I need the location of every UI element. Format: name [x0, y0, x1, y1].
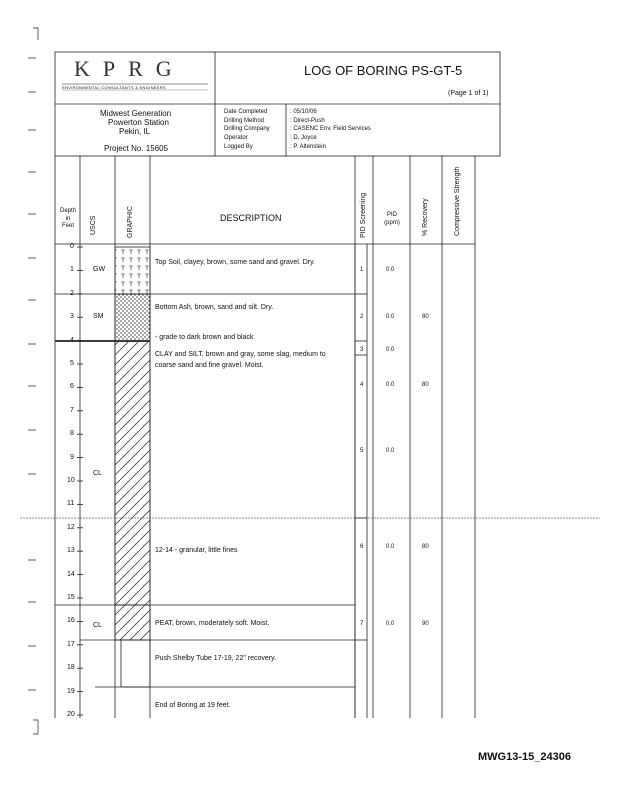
pid-value: 0.0	[386, 620, 395, 627]
page-number: (Page 1 of 1)	[448, 90, 489, 97]
pid-value: 0.0	[386, 447, 395, 454]
sample-number: 6	[360, 543, 364, 550]
detail-value: : D. Joyce	[290, 135, 317, 142]
description-line: Push Shelby Tube 17-19, 22" recovery.	[155, 654, 277, 662]
recovery-value: 80	[422, 314, 429, 321]
depth-tick-label: 7	[70, 406, 74, 414]
description-header: DESCRIPTION	[220, 213, 282, 223]
uscs-code: SM	[93, 313, 104, 321]
depth-tick-label: 1	[70, 266, 74, 274]
description-line: End of Boring at 19 feet.	[155, 701, 231, 709]
depth-header-line: in	[65, 215, 71, 222]
sample-number: 5	[360, 447, 364, 454]
depth-tick-label: 0	[70, 243, 74, 250]
detail-label: Operator	[224, 135, 248, 142]
document-id: MWG13-15_24306	[478, 751, 571, 763]
station-name: Powerton Station	[108, 118, 169, 127]
depth-tick-label: 20	[67, 711, 75, 718]
page-title: LOG OF BORING PS-GT-5	[304, 63, 463, 78]
uscs-code: CL	[93, 469, 102, 477]
logo-wordmark: KPRG	[74, 56, 185, 81]
sample-number: 1	[360, 267, 364, 274]
recovery-header: % Recovery	[422, 198, 429, 236]
graphic-header: GRAPHIC	[127, 206, 134, 238]
sample-number: 7	[360, 620, 364, 627]
logo-tagline: ENVIRONMENTAL CONSULTANTS & ENGINEERS	[62, 85, 166, 90]
recovery-value: 80	[422, 382, 429, 389]
detail-value: : CASENC Env. Field Services	[290, 126, 371, 133]
uscs-code: CL	[93, 622, 102, 630]
client-name: Midwest Generation	[100, 109, 172, 118]
uscs-code: GW	[93, 266, 106, 274]
depth-tick-label: 3	[70, 313, 74, 321]
detail-label: Drilling Method	[224, 117, 265, 124]
pid-header-line: (ppm)	[384, 219, 400, 226]
pid-value: 0.0	[386, 314, 395, 321]
description-line: coarse sand and fine gravel. Moist.	[155, 362, 264, 370]
depth-tick-label: 14	[67, 570, 75, 578]
depth-tick-label: 5	[70, 360, 74, 367]
detail-value: : 05/10/06	[290, 109, 317, 115]
detail-value: : P. Altenstein	[290, 143, 326, 150]
sample-number: 2	[360, 314, 364, 321]
depth-tick-label: 16	[67, 617, 75, 625]
pid-value: 0.0	[386, 382, 395, 389]
project-number: Project No. 15605	[104, 144, 169, 153]
pid-value: 0.0	[386, 543, 395, 550]
depth-tick-label: 13	[67, 547, 75, 555]
depth-tick-label: 11	[67, 500, 75, 508]
depth-tick-label: 15	[67, 594, 75, 601]
depth-tick-label: 18	[67, 664, 75, 672]
description-line: - grade to dark brown and black	[155, 334, 254, 342]
pid-header	[380, 212, 404, 228]
description-line: PEAT, brown, moderately soft. Moist.	[155, 619, 270, 627]
depth-tick-label: 2	[70, 289, 74, 297]
description-line: Bottom Ash, brown, sand and silt. Dry.	[155, 303, 274, 311]
strength-header: Compressive Strength	[454, 166, 461, 236]
depth-tick-label: 17	[67, 640, 75, 648]
detail-label: Date Completed	[224, 109, 268, 115]
detail-label: Drilling Company	[224, 126, 270, 133]
depth-tick-label: 6	[70, 383, 74, 391]
depth-tick-label: 4	[70, 336, 74, 344]
depth-tick-label: 8	[70, 430, 74, 438]
description-line: Top Soil, clayey, brown, some sand and gravel. Dry.	[155, 259, 316, 267]
depth-tick-label: 12	[67, 523, 75, 531]
detail-value: : Direct-Push	[290, 117, 325, 124]
pid-header-line: PID	[386, 212, 397, 218]
sample-number: 3	[360, 346, 364, 353]
depth-tick-label: 19	[67, 687, 75, 695]
description-line: CLAY and SILT, brown and gray, some slag, medium to	[155, 350, 326, 358]
depth-header-line: Depth	[59, 208, 76, 214]
recovery-value: 80	[422, 543, 429, 550]
depth-header-line: Feet	[61, 223, 74, 229]
pid-screening-header: PID Screening	[360, 192, 367, 238]
pid-value: 0.0	[386, 267, 395, 274]
sample-number: 4	[360, 382, 364, 389]
site-location: Pekin, IL	[119, 127, 151, 136]
detail-label: Logged By	[224, 143, 253, 150]
pid-value: 0.0	[386, 346, 395, 353]
depth-tick-label: 9	[70, 453, 74, 461]
uscs-header: USCS	[90, 215, 97, 235]
depth-header	[58, 208, 78, 231]
description-line: 12-14 - granular, little fines	[155, 547, 238, 555]
recovery-value: 90	[422, 620, 429, 627]
depth-tick-label: 10	[67, 477, 75, 484]
